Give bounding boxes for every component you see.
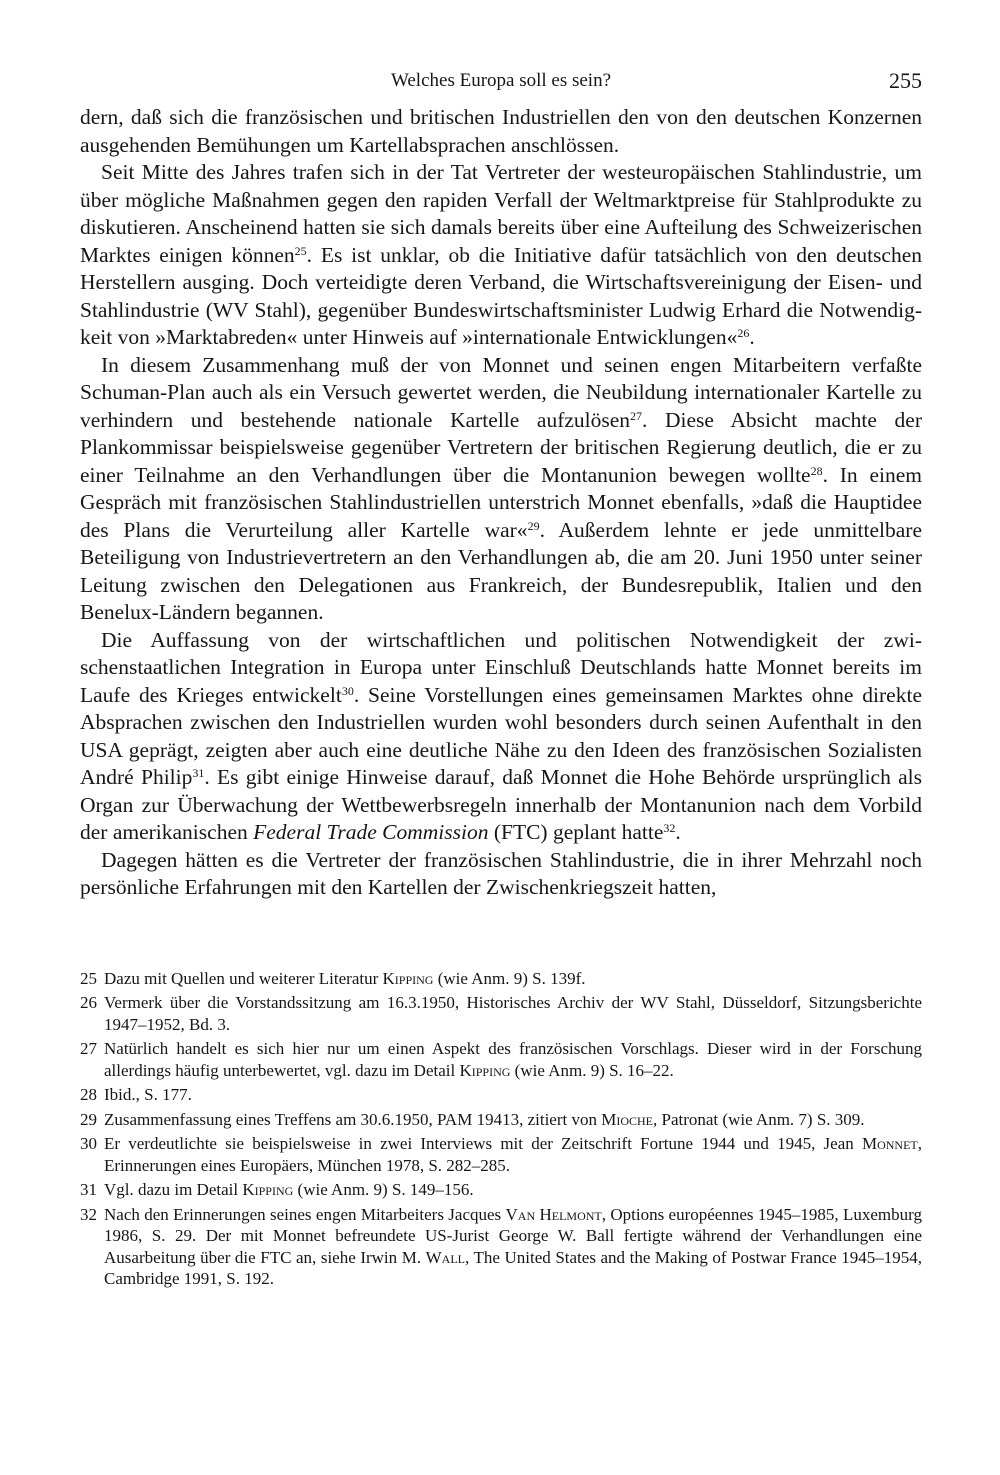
- text-run: Dazu mit Quellen und weiterer Literatur: [104, 968, 383, 988]
- body-text: [80, 104, 922, 902]
- paragraph: [80, 159, 922, 352]
- footnote: [80, 1204, 922, 1290]
- italic-text: Federal Trade Commission: [253, 820, 489, 844]
- text-run: Nach den Erinnerungen seines engen Mitarbeiters Jacques: [104, 1204, 506, 1224]
- book-page: [80, 68, 922, 1293]
- text-run: (wie Anm. 9) S. 16–22.: [510, 1060, 674, 1080]
- text-run: (wie Anm. 9) S. 139f.: [433, 968, 586, 988]
- running-head: [80, 68, 922, 104]
- author-name: Wall: [425, 1247, 466, 1267]
- paragraph: [80, 847, 922, 902]
- text-run: Die Auffassung von der wirtschaftlichen und politischen Notwendigkeit der zwischenstaatlichen Integration in Europa unter Einschluß Deutschlands hatte Monnet bereits im Laufe des Krieges entwickelt: [80, 627, 922, 707]
- page-number: 255: [889, 68, 922, 93]
- running-title: Welches Europa soll es sein?: [390, 70, 612, 91]
- paragraph: [80, 627, 922, 847]
- footnote: [80, 1179, 922, 1201]
- footnote-reference: 29: [527, 518, 540, 533]
- footnote-reference: 32: [663, 821, 676, 835]
- text-run: (wie Anm. 9) S. 149–156.: [293, 1180, 474, 1199]
- text-run: . Diese Absicht machte der Plankommissar beispielsweise gegenüber Vertretern der britischen Regierung deutlich, die er zu einer Teilnahme an den Verhandlungen über die Montanunion bewegen wollte: [80, 407, 922, 487]
- footnote-reference: 26: [737, 326, 750, 340]
- text-run: , Erinnerungen eines Europäers, München 1978, S. 282–285.: [104, 1134, 922, 1175]
- text-run: , Patronat (wie Anm. 7) S. 309.: [653, 1109, 865, 1129]
- text-run: . Seine Vorstellungen eines gemeinsamen Marktes ohne direkte Absprachen zwischen den Industriellen wurden wohl besonders durch seinen Aufenthalt in den USA geprägt, zeigten aber auch eine deutliche Nähe zu den Ideen des französischen Sozialisten André Philip: [80, 682, 922, 789]
- text-run: . Es gibt einige Hinweise darauf, daß Monnet die Hohe Behörde ursprünglich als Organ zur Überwachung der Wettbewerbsregeln innerhalb der Montanunion nach dem Vorbild der amerikanischen: [80, 765, 922, 844]
- text-run: . Außerdem lehnte er jede unmittelbare Beteiligung von Industrievertretern an den Verhandlungen ab, die am 20. Juni 1950 unter seiner Leitung zwischen den Delegationen aus Frankreich, der Bundesrepublik, Italien und den Benelux-Ländern begannen.: [80, 517, 922, 624]
- text-run: (FTC) geplant hatte: [488, 820, 664, 844]
- text-run: Er verdeutlichte sie beispielsweise in zwei Interviews mit der Zeitschrift Fortune 1944 und 1945, Jean: [104, 1134, 862, 1153]
- footnote: [80, 1084, 922, 1106]
- footnote-reference: 25: [294, 243, 307, 258]
- text-run: . Es ist unklar, ob die Initiative dafür tatsächlich von den deutschen Herstellern ausging. Doch verteidigte deren Verband, die Wirtschaftsvereinigung der Eisen- und Stahlindustrie (WV Stahl), gegenüber Bundeswirtschaftsminister Ludwig Erhard die Notwendigkeit von »Marktabreden« unter Hinweis auf »internationale Entwicklungen«: [80, 242, 923, 349]
- author-name: Mioche: [601, 1109, 653, 1129]
- author-name: Van Helmont: [505, 1204, 602, 1224]
- footnotes: [80, 968, 922, 1290]
- footnote-reference: 28: [810, 463, 823, 478]
- paragraph: [80, 352, 922, 627]
- text-run: In diesem Zusammenhang muß der von Monnet und seinen engen Mitarbeitern verfaßte Schuman-Plan auch als ein Versuch gewertet werden, die Neubildung internationaler Kartelle zu verhindern und bestehende nationale Kartelle aufzulösen: [80, 352, 922, 432]
- text-run: , Options européennes 1945–1985, Luxemburg 1986, S. 29. Der mit Monnet befreundete US-Jurist George W. Ball fertigte während der Verhandlungen eine Ausarbeitung über die FTC an, siehe Irwin M.: [104, 1204, 922, 1267]
- footnote-number: 30: [80, 1134, 97, 1153]
- footnote-reference: 27: [630, 408, 643, 423]
- footnote-number: 26: [80, 993, 97, 1012]
- text-run: Seit Mitte des Jahres trafen sich in der Tat Vertreter der westeuropäischen Stahlindustrie, um über mögliche Maßnahmen gegen den rapiden Verfall der Weltmarktpreise für Stahlprodukte zu diskutieren. Anscheinend hatten sie sich damals bereits über eine Aufteilung des Schweizerischen Marktes einigen können: [80, 160, 922, 267]
- footnote: [80, 1133, 922, 1176]
- paragraph: [80, 104, 922, 159]
- text-run: Dagegen hätten es die Vertreter der französischen Stahlindustrie, die in ihrer Mehrzahl noch persönliche Erfahrungen mit den Kartellen der Zwischenkriegszeit hatten,: [80, 847, 922, 899]
- text-run: .: [749, 325, 755, 349]
- text-run: .: [675, 820, 681, 844]
- footnote: [80, 992, 922, 1035]
- author-name: Monnet: [861, 1134, 918, 1153]
- text-run: Vgl. dazu im Detail: [104, 1180, 243, 1199]
- author-name: Kipping: [242, 1180, 294, 1199]
- footnote-number: 29: [80, 1109, 97, 1129]
- author-name: Kipping: [459, 1060, 511, 1080]
- text-run: , The United States and the Making of Postwar France 1945–1954, Cambridge 1991, S. 192.: [104, 1247, 922, 1288]
- text-run: dern, daß sich die französischen und britischen Industriellen den von den deutschen Konzernen ausgehenden Bemühungen um Kartellabsprachen anschlössen.: [80, 105, 922, 157]
- footnote-reference: 30: [341, 683, 354, 698]
- footnote: [80, 1038, 922, 1081]
- text-run: . In einem Gespräch mit französischen Stahlindustriellen unterstrich Monnet ebenfalls, »daß die Hauptidee des Plans die Verurteilung aller Kartelle war«: [80, 462, 922, 542]
- footnote: [80, 968, 922, 990]
- text-run: Zusammenfassung eines Treffens am 30.6.1950, PAM 19413, zitiert von: [104, 1109, 602, 1129]
- text-run: Natürlich handelt es sich hier nur um einen Aspekt des französischen Vorschlags. Dieser wird in der Forschung allerdings häufig unterbewertet, vgl. dazu im Detail: [104, 1039, 922, 1080]
- footnote-number: 32: [80, 1204, 97, 1224]
- footnote-number: 25: [80, 968, 97, 988]
- author-name: Kipping: [382, 968, 434, 988]
- footnote-number: 27: [80, 1039, 97, 1058]
- text-run: Ibid., S. 177.: [104, 1085, 192, 1104]
- footnote-number: 28: [80, 1085, 97, 1104]
- footnote-number: 31: [80, 1180, 97, 1199]
- footnote-reference: 31: [192, 766, 205, 780]
- text-run: Vermerk über die Vorstandssitzung am 16.3.1950, Historisches Archiv der WV Stahl, Düsseldorf, Sitzungsberichte 1947–1952, Bd. 3.: [104, 993, 922, 1034]
- footnote: [80, 1109, 922, 1131]
